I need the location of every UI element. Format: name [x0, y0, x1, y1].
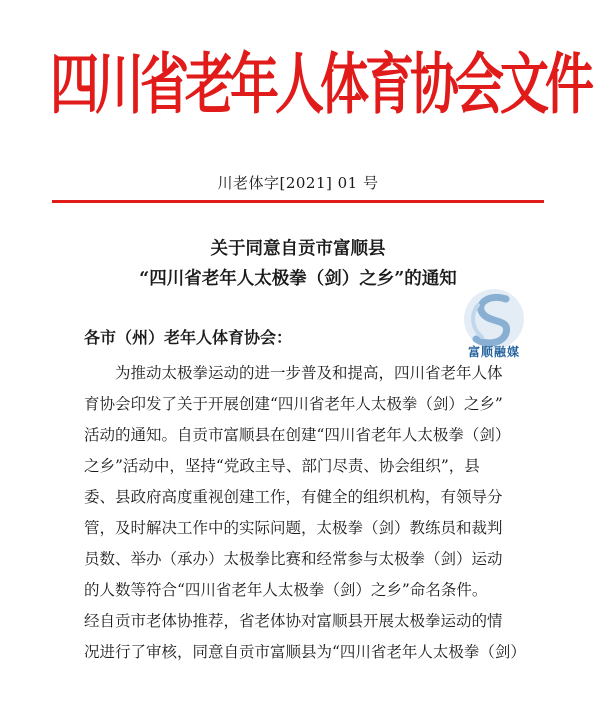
document-number: 川老体字[2021] 01 号	[217, 174, 379, 192]
issuer-header-title: 四川省老年人体育协会文件	[50, 46, 591, 124]
body-paragraph	[84, 358, 544, 668]
notice-title-line-2: “四川省老年人太极拳（剑）之乡”的通知	[139, 269, 457, 289]
body-line: 况进行了审核，同意自贡市富顺县为“四川省老年人太极拳（剑）	[84, 643, 526, 661]
body-line: 育协会印发了关于开展创建“四川省老年人太极拳（剑）之乡”	[84, 395, 503, 413]
body-line: 的人数等符合“四川省老年人太极拳（剑）之乡”命名条件。	[84, 581, 488, 599]
notice-title-line-1: 关于同意自贡市富顺县	[210, 239, 386, 259]
body-line: 之乡”活动中，坚持“党政主导、部门尽责、协会组织”，县	[84, 457, 480, 475]
body-line: 活动的通知。自贡市富顺县在创建“四川省老年人太极拳（剑）	[84, 426, 511, 444]
body-line: 经自贡市老体协推荐，省老体协对富顺县开展太极拳运动的情	[84, 612, 503, 630]
red-header-rule	[52, 200, 544, 203]
body-line: 委、县政府高度重视创建工作，有健全的组织机构，有领导分	[84, 488, 503, 506]
body-line: 为推动太极拳运动的进一步普及和提高，四川省老年人体	[84, 364, 503, 382]
body-line: 员数、举办（承办）太极拳比赛和经常参与太极拳（剑）运动	[84, 550, 503, 568]
salutation: 各市（州）老年人体育协会：	[84, 328, 293, 347]
body-line: 管，及时解决工作中的实际问题，太极拳（剑）教练员和裁判	[84, 519, 503, 537]
watermark-label: 富顺融媒	[467, 345, 520, 359]
